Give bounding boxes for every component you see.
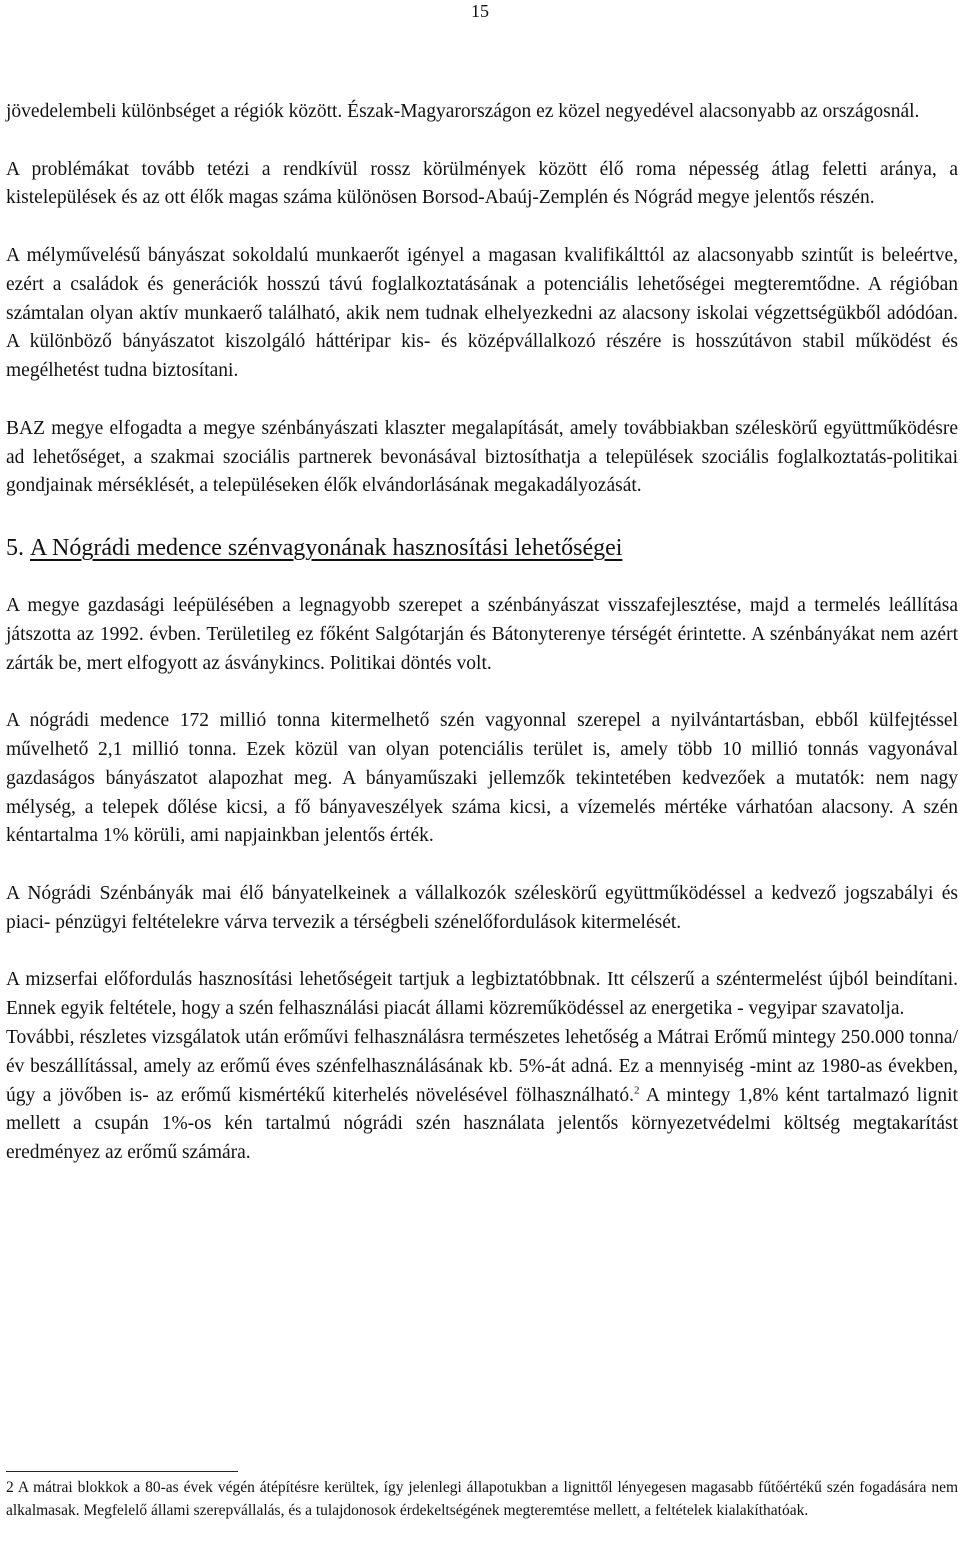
paragraph-roma-population: A problémákat tovább tetézi a rendkívül rossz körülmények között élő roma népesség átlag feletti aránya, a kistelepülések és az ott élők magas száma különösen Borsod-Abaúj-Zemplén és Nógrád megye jelentős részén. [6,158,958,209]
paragraph-deep-mining-labour: A mélyművelésű bányászat sokoldalú munkaerőt igényel a magasan kvalifikálttól az alacsonyabb szintűt is beleértve, ezért a családok és generációk hosszú távú foglalkoztatásának a potenciális lehetőségei megteremtődne. A régióban számtalan olyan aktív munkaerő található, akik nem tudnak elhelyezkedni az alacsony iskolai végzettségükből adódóan. A különböző bányászatot kiszolgáló háttéripar kis- és középvállalkozó részére is hosszútávon stabil működést és megélhetést tudna biztosítani. [6,244,958,382]
paragraph-economic-decline: A megye gazdasági leépülésében a legnagyobb szerepet a szénbányászat visszafejlesztése, majd a termelés leállítása játszotta az 1992. évben. Területileg ez főként Salgótarján és Bátonyterenye térségét érintette. A szénbányákat nem azért zárták be, mert elfogyott az ásványkincs. Politikai döntés volt. [6,594,958,674]
paragraph-coal-reserves: A nógrádi medence 172 millió tonna kitermelhető szén vagyonnal szerepel a nyilvántartásban, ebből külfejtéssel művelhető 2,1 millió tonna. Ezek közül van olyan potenciális terület is, amely több 10 millió tonnás vagyonával gazdaságos bányászatot alapozhat meg. A bányaműszaki jellemzők tekintetében kedvezőek a mutatók: nem nagy mélység, a telepek dőlése kicsi, a fő bányaveszélyek száma kicsi, a vízemelés mértéke várhatóan alacsony. A szén kéntartalma 1% körüli, ami napjainkban jelentős érték. [6,710,958,847]
paragraph-mine-plots: A Nógrádi Szénbányák mai élő bányatelkeinek a vállalkozók széleskörű együttműködéssel a kedvező jogszabályi és piaci- pénzügyi feltételekre várva tervezik a térségbeli szénelőfordulások kitermelését. [6,882,958,933]
footnote [6,1477,958,1522]
section-title: A Nógrádi medence szénvagyonának hasznosítási lehetőségei [30,535,623,562]
power-plant-text: További, részletes vizsgálatok után erőművi felhasználásra természetes lehetőség a Mátrai Erőmű mintegy 250.000 tonna/év beszállítással, amely az erőmű éves szénfelhasználásának kb. 5%-át adná. Ez a mennyiség -mint az 1980-as években, úgy a jövőben is- az erőmű kismértékű kiterhelés növelésével fölhasználható. [6,1026,958,1106]
footnote-text: A mátrai blokkok a 80-as évek végén átépítésre kerültek, így jelenlegi állapotukban a lignittől lényegesen magasabb fűtőértékű szén fogadására nem alkalmasak. Megfelelő állami szerepvállalás, és a tulajdonosok érdekeltségének megteremtése mellett, a feltételek kialakíthatóak. [6,1479,958,1519]
power-plant-text-cont: A mintegy 1,8% ként tartalmazó lignit mellett a csupán 1%-os kén tartalmú nógrádi szén használata jelentős környezetvédelmi költség megtakarítást eredményez az erőmű számára. [6,1084,958,1164]
footnote-reference[interactable]: 2 [633,1084,640,1096]
page-body [6,98,958,1168]
footnote-separator [6,1471,238,1472]
paragraph-matra-power-plant [6,1024,958,1168]
page-number: 15 [471,1,489,21]
section-heading [6,533,958,563]
paragraph-income-difference: jövedelembeli különbséget a régiók között. Észak-Magyarországon ez közel negyedével alacsonyabb az országosnál. [6,101,920,122]
section-number: 5. [6,535,24,562]
paragraph-baz-cluster: BAZ megye elfogadta a megye szénbányászati klaszter megalapítását, amely továbbiakban széleskörű együttműködésre ad lehetőséget, a szakmai szociális partnerek bevonásával biztosíthatja a települések szociális foglalkoztatás-politikai gondjainak mérséklését, a településeken élők elvándorlásának megakadályozását. [6,417,958,497]
paragraph-mizserfa: A mizserfai előfordulás hasznosítási lehetőségeit tartjuk a legbiztatóbbnak. Itt célszerű a széntermelést újból beindítani. Ennek egyik feltétele, hogy a szén felhasználási piacát állami közreműködéssel az energetika - vegyipar szavatolja. [6,969,958,1020]
footnote-number: 2 [6,1479,14,1496]
